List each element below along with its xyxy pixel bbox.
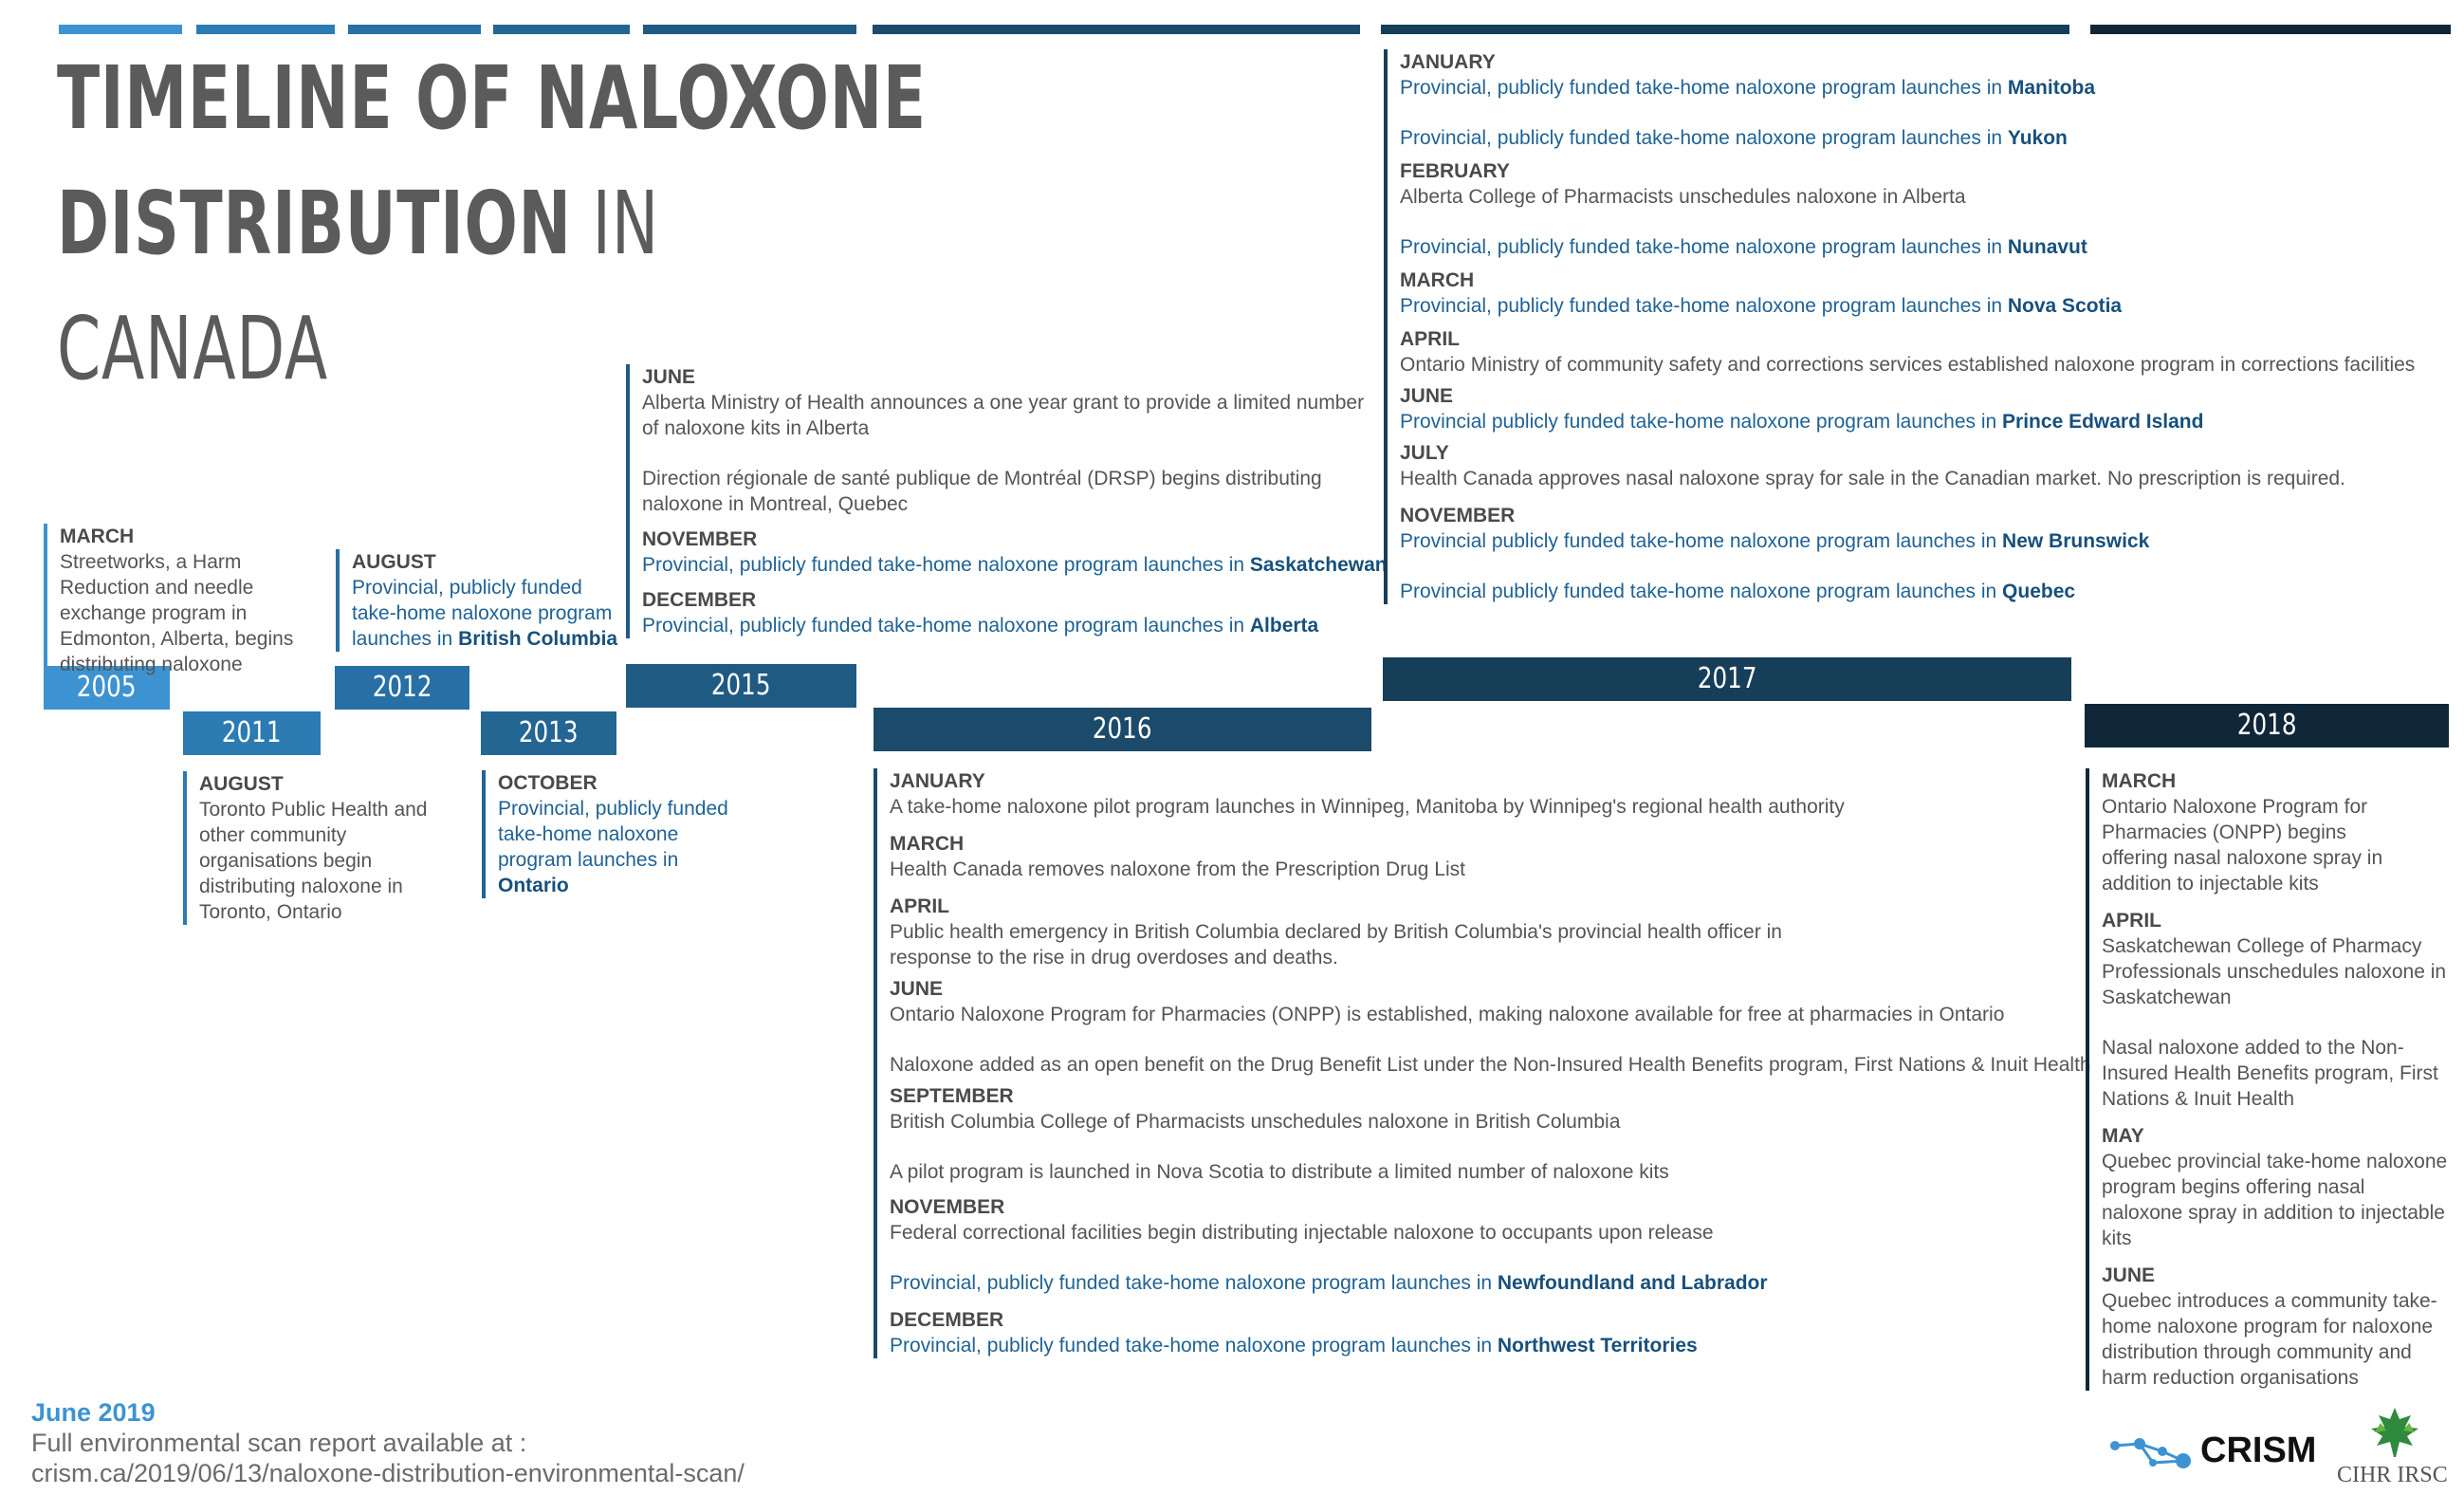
event-text: Provincial, publicly funded take-home naloxone program launches in Northwest Territories xyxy=(890,1335,1698,1357)
event-month: JUNE xyxy=(890,978,944,1000)
top-bar-2016 xyxy=(873,25,1360,34)
event-text: Saskatchewan College of Pharmacy Professionals unschedules naloxone in Saskatchewan xyxy=(2102,935,2447,1008)
event-month: FEBRUARY xyxy=(1400,160,1510,182)
event-place: Quebec xyxy=(2002,581,2076,602)
leaf-tree-icon xyxy=(2362,1404,2428,1461)
event-item xyxy=(890,976,2075,1027)
footer-note: Full environmental scan report available at : xyxy=(31,1429,527,1457)
event-item xyxy=(890,1270,2075,1296)
event-item xyxy=(890,1307,2075,1358)
event-item xyxy=(642,526,1391,578)
event-text: Quebec provincial take-home naloxone program begins offering nasal naloxone spray in addition to injectable kits xyxy=(2102,1151,2448,1249)
cihr-logo xyxy=(2333,1404,2456,1491)
event-item xyxy=(890,1052,2091,1078)
event-month: SEPTEMBER xyxy=(890,1085,1014,1107)
title-line-2-suffix: IN xyxy=(571,173,659,274)
event-item xyxy=(1400,579,2462,604)
event-month: APRIL xyxy=(2102,910,2161,932)
events-2011 xyxy=(183,771,446,925)
event-item xyxy=(1400,383,2462,434)
event-place: Prince Edward Island xyxy=(2002,411,2204,433)
event-item xyxy=(890,1083,2075,1135)
top-bar-2015 xyxy=(643,25,856,34)
title-line-2: DISTRIBUTION xyxy=(57,173,572,274)
event-text: Health Canada approves nasal naloxone spray for sale in the Canadian market. No prescription is required. xyxy=(1400,468,2345,489)
event-place: Alberta xyxy=(1249,615,1319,637)
event-item xyxy=(2102,1123,2451,1251)
event-month: JUNE xyxy=(1400,385,1454,407)
year-2015: 2015 xyxy=(626,664,856,708)
footer-date: June 2019 xyxy=(31,1398,156,1427)
event-text: Provincial publicly funded take-home naloxone program launches in Quebec xyxy=(1400,581,2076,602)
year-2005: 2005 xyxy=(44,666,170,710)
event-item xyxy=(642,466,1391,517)
top-bar-2012 xyxy=(348,25,481,34)
event-month: MARCH xyxy=(2102,770,2177,792)
event-month: JANUARY xyxy=(890,770,985,792)
event-item xyxy=(1400,125,2462,151)
event-text: Ontario Naloxone Program for Pharmacies (ONPP) is established, making naloxone available for free at pharmacies in Ontario xyxy=(890,1004,2005,1025)
event-month: MAY xyxy=(2102,1125,2144,1147)
top-bar-2011 xyxy=(196,25,335,34)
year-2013: 2013 xyxy=(481,711,616,755)
year-2012: 2012 xyxy=(335,666,469,710)
event-item xyxy=(890,768,2075,820)
cihr-wordmark: CIHR IRSC xyxy=(2337,1463,2448,1487)
event-text: Provincial, publicly funded take-home naloxone program launches in Ontario xyxy=(498,798,728,896)
event-item xyxy=(1400,268,2462,319)
event-text: Provincial, publicly funded take-home naloxone program launches in Saskatchewan xyxy=(642,554,1388,576)
event-item xyxy=(1400,234,2462,260)
event-month: DECEMBER xyxy=(642,589,757,611)
event-text: Provincial, publicly funded take-home naloxone program launches in British Columbia xyxy=(352,577,618,650)
event-item xyxy=(890,1194,2075,1246)
event-month: NOVEMBER xyxy=(1400,505,1516,526)
event-text: Provincial, publicly funded take-home naloxone program launches in Newfoundland and Labrador xyxy=(890,1272,1768,1294)
event-item xyxy=(1400,158,2462,210)
event-text: Federal correctional facilities begin distributing injectable naloxone to occupants upon release xyxy=(890,1222,1714,1244)
events-2005 xyxy=(44,524,335,677)
event-text: Provincial, publicly funded take-home naloxone program launches in Nova Scotia xyxy=(1400,295,2123,317)
event-month: JUNE xyxy=(642,366,696,388)
event-text: Streetworks, a Harm Reduction and needle exchange program in Edmonton, Alberta, begins distributing naloxone xyxy=(60,551,294,675)
year-2016: 2016 xyxy=(873,708,1371,751)
event-month: APRIL xyxy=(890,895,949,917)
event-item xyxy=(642,587,1391,638)
year-2018: 2018 xyxy=(2085,704,2449,748)
event-place: Manitoba xyxy=(2007,77,2096,99)
year-2017: 2017 xyxy=(1383,657,2071,701)
event-item xyxy=(2102,908,2451,1010)
event-item xyxy=(2102,1263,2451,1391)
event-place: Yukon xyxy=(2007,127,2068,149)
event-month: AUGUST xyxy=(352,551,436,573)
event-text: Nasal naloxone added to the Non-Insured Health Benefits program, First Nations & Inuit Health xyxy=(2102,1037,2438,1110)
event-month: NOVEMBER xyxy=(890,1196,1005,1218)
event-month: DECEMBER xyxy=(890,1309,1004,1331)
event-text: Provincial, publicly funded take-home naloxone program launches in Nunavut xyxy=(1400,236,2087,258)
event-text: Health Canada removes naloxone from the Prescription Drug List xyxy=(890,858,1465,880)
event-month: APRIL xyxy=(1400,328,1460,350)
event-month: NOVEMBER xyxy=(642,528,758,550)
event-text: Provincial, publicly funded take-home naloxone program launches in Alberta xyxy=(642,615,1319,637)
event-place: New Brunswick xyxy=(2002,530,2150,552)
top-bar-2005 xyxy=(59,25,182,34)
event-item xyxy=(890,894,2075,970)
event-item xyxy=(60,524,335,677)
top-bar-2018 xyxy=(2090,25,2451,34)
event-month: AUGUST xyxy=(199,773,284,795)
crism-wordmark: CRISM xyxy=(2200,1430,2317,1470)
crism-network-icon xyxy=(2107,1429,2202,1470)
event-month: MARCH xyxy=(60,526,135,547)
event-text: Alberta Ministry of Health announces a one year grant to provide a limited number of naloxone kits in Alberta xyxy=(642,392,1365,439)
year-2011: 2011 xyxy=(183,711,321,755)
event-month: JANUARY xyxy=(1400,51,1496,73)
event-text: A pilot program is launched in Nova Scotia to distribute a limited number of naloxone kits xyxy=(890,1161,1669,1183)
event-text: Direction régionale de santé publique de Montréal (DRSP) begins distributing naloxone in Montreal, Quebec xyxy=(642,468,1322,515)
event-text: British Columbia College of Pharmacists unschedules naloxone in British Columbia xyxy=(890,1111,1621,1133)
event-item xyxy=(1400,440,2462,491)
title-line-1: TIMELINE OF NALOXONE xyxy=(57,47,927,149)
event-text: Naloxone added as an open benefit on the Drug Benefit List under the Non-Insured Health Benefits program, First Nations & Inuit Health xyxy=(890,1054,2091,1076)
event-item xyxy=(498,770,745,898)
top-bar-2013 xyxy=(493,25,630,34)
event-item xyxy=(890,1159,2075,1185)
event-month: OCTOBER xyxy=(498,772,598,794)
event-text: Public health emergency in British Columbia declared by British Columbia's provincial health officer in response to the rise in drug overdoses and deaths. xyxy=(890,921,1782,969)
event-place: Nunavut xyxy=(2007,236,2087,258)
event-item xyxy=(890,831,2075,882)
event-place: British Columbia xyxy=(458,628,618,650)
page-title xyxy=(57,36,927,412)
events-2012 xyxy=(336,549,627,652)
event-text: Quebec introduces a community take-home naloxone program for naloxone distribution through community and harm reduction organisations xyxy=(2102,1290,2437,1389)
event-item xyxy=(2102,768,2451,896)
event-text: Provincial, publicly funded take-home naloxone program launches in Manitoba xyxy=(1400,77,2096,99)
event-text: Alberta College of Pharmacists unschedules naloxone in Alberta xyxy=(1400,186,1966,208)
event-month: JUNE xyxy=(2102,1264,2156,1286)
event-item xyxy=(199,771,446,925)
event-text: Toronto Public Health and other community organisations begin distributing naloxone in Toronto, Ontario xyxy=(199,799,428,923)
event-item xyxy=(1400,49,2462,101)
event-item xyxy=(642,364,1391,441)
event-place: Ontario xyxy=(498,875,569,896)
top-bar-2017 xyxy=(1381,25,2069,34)
events-2013 xyxy=(482,770,745,898)
event-text: Provincial publicly funded take-home naloxone program launches in New Brunswick xyxy=(1400,530,2150,552)
event-item xyxy=(2102,1035,2451,1112)
event-text: Ontario Ministry of community safety and corrections services established naloxone program in corrections facilities xyxy=(1400,354,2416,376)
events-2015 xyxy=(626,364,1391,638)
event-item xyxy=(1400,326,2462,378)
event-place: Newfoundland and Labrador xyxy=(1497,1272,1768,1294)
events-2016 xyxy=(873,768,2091,1358)
event-text: Ontario Naloxone Program for Pharmacies (ONPP) begins offering nasal naloxone spray in addition to injectable kits xyxy=(2102,796,2383,895)
event-place: Northwest Territories xyxy=(1497,1335,1698,1357)
footer-url-link[interactable]: crism.ca/2019/06/13/naloxone-distribution-environmental-scan/ xyxy=(31,1459,745,1487)
event-place: Nova Scotia xyxy=(2007,295,2123,317)
title-line-3: CANADA xyxy=(57,298,328,399)
event-text: A take-home naloxone pilot program launches in Winnipeg, Manitoba by Winnipeg's regional health authority xyxy=(890,796,1845,818)
event-item xyxy=(352,549,627,652)
event-place: Saskatchewan xyxy=(1249,554,1388,576)
event-month: JULY xyxy=(1400,442,1449,464)
events-2017 xyxy=(1384,49,2462,604)
event-text: Provincial publicly funded take-home naloxone program launches in Prince Edward Island xyxy=(1400,411,2204,433)
event-month: MARCH xyxy=(1400,269,1475,291)
event-month: MARCH xyxy=(890,833,965,855)
events-2018 xyxy=(2086,768,2451,1391)
event-item xyxy=(1400,503,2462,554)
crism-logo xyxy=(2107,1429,2316,1470)
event-text: Provincial, publicly funded take-home naloxone program launches in Yukon xyxy=(1400,127,2068,149)
